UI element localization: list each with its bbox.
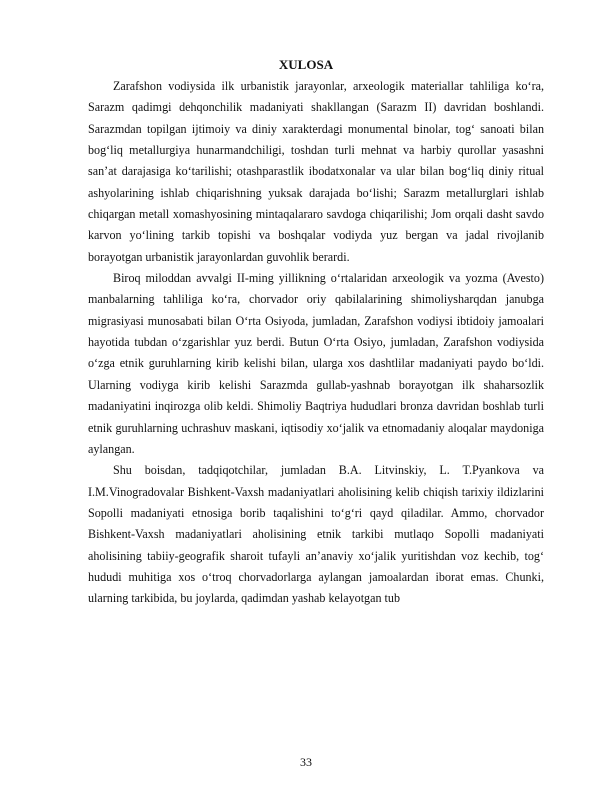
document-body xyxy=(88,76,544,610)
paragraph-1: Zarafshon vodiysida ilk urbanistik jarayonlar, arxeologik materiallar tahliliga ko‘ra, Sarazm qadimgi dehqonchilik madaniyati shakllangan (Sarazm II) davridan boshlandi. Sarazmdan topilgan ijtimoiy va diniy xarakterdagi monumental binolar, tog‘ sanoati bilan bog‘liq metallurgiya hunarmandchiligi, toshdan turli mehnat va harbiy qurollar yasashni san’at darajasiga ko‘tarilishi; otashparastlik ibodatxonalar va ular bilan bog‘liq diniy ritual ashyolarining ishlab chiqarishning yuksak darajada bo‘lishi; Sarazm metallurglari ishlab chiqargan metall xomashyosining mintaqalararo savdoga chiqarilishi; Jom orqali dasht savdo karvon yo‘lining tarkib topishi va boshqalar vodiyda yuz bergan va jadal rivojlanib borayotgan urbanistik jarayonlardan guvohlik berardi. xyxy=(88,79,544,264)
paragraph-3: Shu boisdan, tadqiqotchilar, jumladan B.A. Litvinskiy, L. T.Pyankova va I.M.Vinogradovalar Bishkent-Vaxsh madaniyatlari aholisining kelib chiqish tarixiy ildizlarini Sopolli madaniyati etnosiga borib taqalishini to‘g‘ri qayd qiladilar. Ammo, chorvador Bishkent-Vaxsh madaniyatlari aholisining etnik tarkibi mutlaqo Sopolli madaniyati aholisining tabiiy-geografik sharoit tufayli an’anaviy xo‘jalik yuritishdan voz kechib, tog‘ hududi muhitiga xos o‘troq chorvadorlarga aylangan jamoalardan iborat emas. Chunki, ularning tarkibida, bu joylarda, qadimdan yashab kelayotgan tub xyxy=(88,463,544,606)
paragraph-2: Biroq miloddan avvalgi II-ming yillikning o‘rtalaridan arxeologik va yozma (Avesto) manbalarning tahliliga ko‘ra, chorvador oriy qabilalarining shimoliysharqdan janubga migrasiyasi munosabati bilan O‘rta Osiyoda, jumladan, Zarafshon vodiysi ibtidoiy jamoalari hayotida tubdan o‘zgarishlar yuz berdi. Butun O‘rta Osiyo, jumladan, Zarafshon vodiysida o‘zga etnik guruhlarning kirib kelishi bilan, ularga xos dashtlilar madaniyati paydo bo‘ldi. Ularning vodiyga kirib kelishi Sarazmda gullab-yashnab borayotgan ilk shaharsozlik madaniyatini inqirozga olib keldi. Shimoliy Baqtriya hududlari bronza davridan boshlab turli etnik guruhlarning uchrashuv maskani, iqtisodiy xo‘jalik va etnomadaniy aloqalar maydoniga aylangan. xyxy=(88,271,544,456)
page-number: 33 xyxy=(300,755,312,769)
page-title: XULOSA xyxy=(278,57,334,72)
